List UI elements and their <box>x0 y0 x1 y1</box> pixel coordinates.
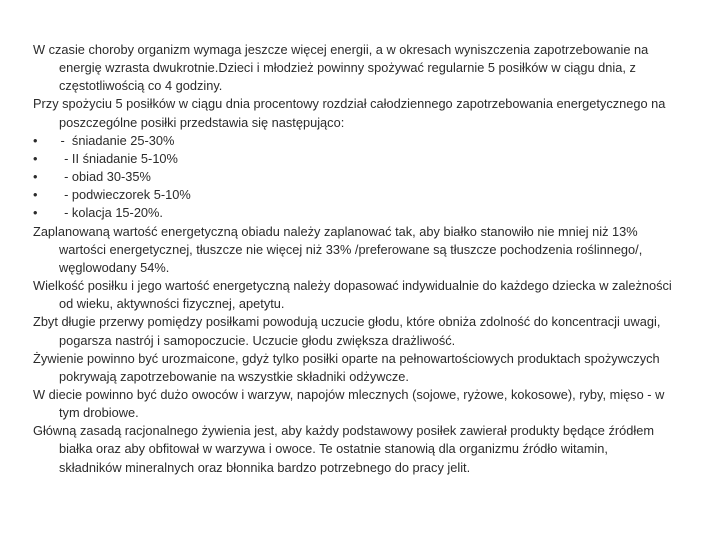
document-body <box>33 41 673 477</box>
list-item-text: - kolacja 15-20%. <box>57 205 163 221</box>
paragraph-meal-size: Wielkość posiłku i jego wartość energetyczną należy dopasować indywidualnie do każdego dziecka w zależności od wieku, aktywności fizycznej, apetytu. <box>33 278 672 312</box>
list-item-second-breakfast <box>33 150 673 168</box>
list-item-text: - podwieczorek 5-10% <box>57 187 191 203</box>
list-item-afternoon-snack <box>33 186 673 204</box>
paragraph-long-breaks: Zbyt długie przerwy pomiędzy posiłkami powodują uczucie głodu, które obniża zdolność do koncentracji uwagi, pogarsza nastrój i samopoczucie. Uczucie głodu zwiększa drażliwość. <box>33 314 661 348</box>
bullet-icon: • <box>33 169 38 185</box>
list-item-dinner <box>33 168 673 186</box>
list-item-text: - śniadanie 25-30% <box>57 132 175 148</box>
list-item-supper <box>33 204 673 222</box>
bullet-icon: • <box>33 150 38 166</box>
bullet-icon: • <box>33 132 38 148</box>
list-item-text: - II śniadanie 5-10% <box>57 150 178 166</box>
list-item-text: - obiad 30-35% <box>57 169 151 185</box>
paragraph-meal-distribution-intro: Przy spożyciu 5 posiłków w ciągu dnia procentowy rozdział całodziennego zapotrzebowania energetycznego na poszczególne posiłki przedstawia się następująco: <box>33 96 666 130</box>
paragraph-illness-energy: W czasie choroby organizm wymaga jeszcze więcej energii, a w okresach wyniszczenia zapotrzebowanie na energię wzrasta dwukrotnie.Dzieci i młodzież powinny spożywać regularnie 5 posiłków w ciągu dnia, z częstotliwością co 4 godziny. <box>33 42 649 94</box>
bullet-icon: • <box>33 187 38 203</box>
bullet-icon: • <box>33 205 38 221</box>
paragraph-dinner-energy: Zaplanowaną wartość energetyczną obiadu należy zaplanować tak, aby białko stanowiło nie mniej niż 13% wartości energetycznej, tłuszcze nie więcej niż 33% /preferowane są tłuszcze pochodzenia roślinnego/, węglowodany 54%. <box>33 223 643 275</box>
paragraph-fruits-vegetables: W diecie powinno być dużo owoców i warzyw, napojów mlecznych (sojowe, ryżowe, kokosowe), ryby, mięso - w tym drobiowe. <box>33 386 665 421</box>
paragraph-varied-diet: Żywienie powinno być urozmaicone, gdyż tylko posiłki oparte na pełnowartościowych produktach spożywczych pokrywają zapotrzebowanie na wszystkie składniki odżywcze. <box>33 350 660 384</box>
paragraph-main-rule: Główną zasadą racjonalnego żywienia jest, aby każdy podstawowy posiłek zawierał produkty będące źródłem białka oraz aby obfitował w warzywa i owoce. Te ostatnie stanowią dla organizmu źródło witamin, składników mineralnych oraz błonnika bardzo potrzebnego do pracy jelit. <box>33 423 654 475</box>
list-item-breakfast <box>33 132 673 150</box>
